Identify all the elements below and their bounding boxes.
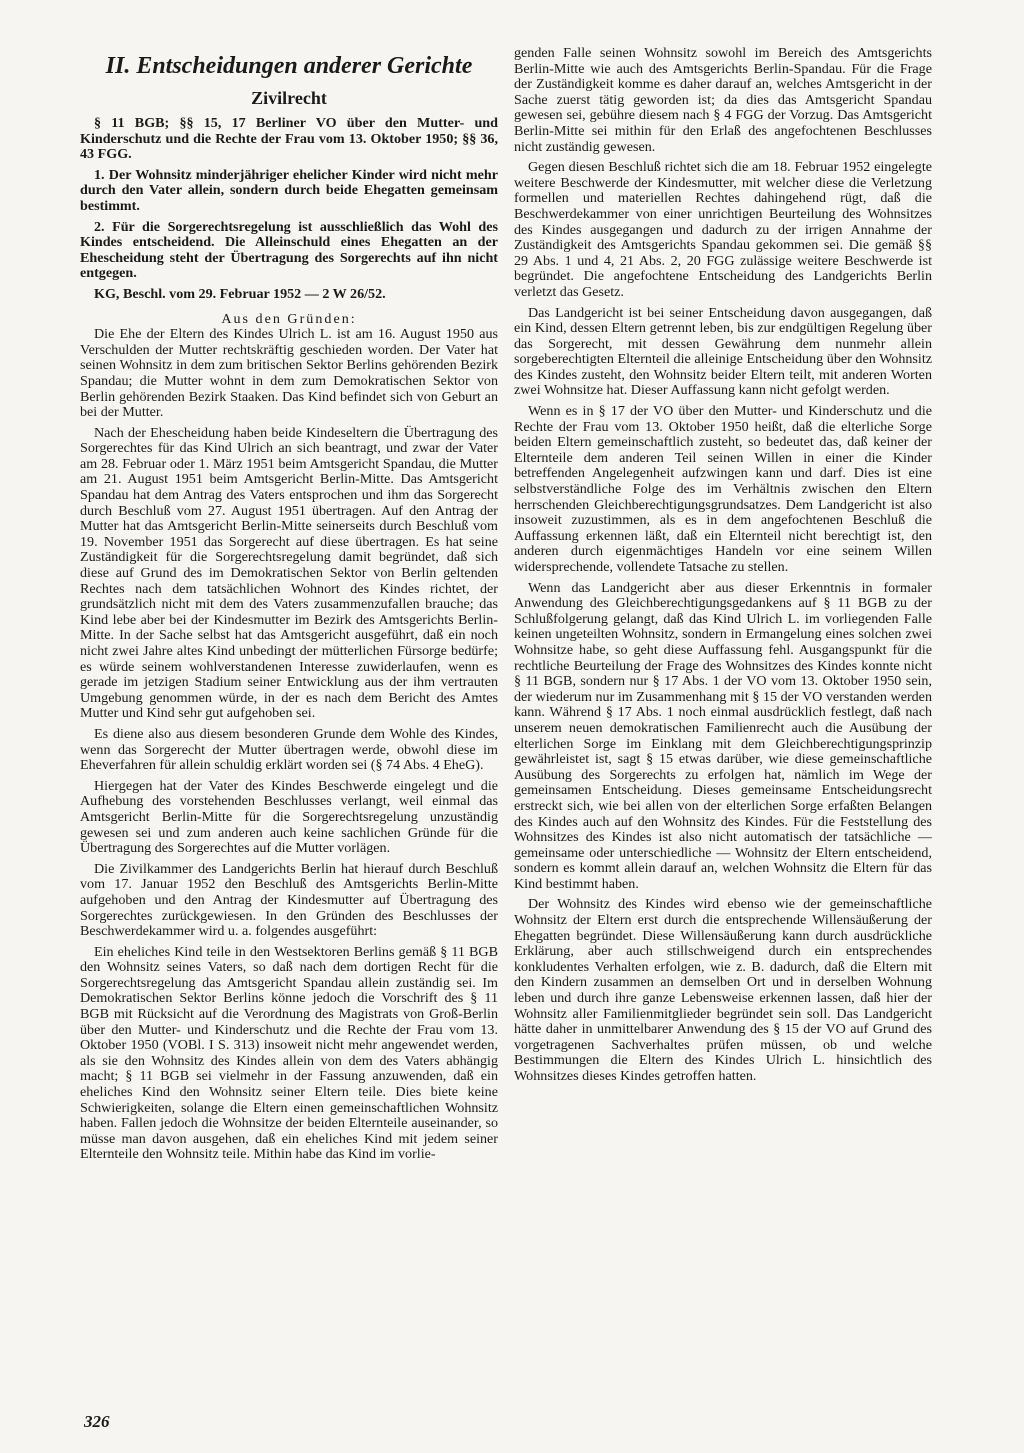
subsection-title: Zivilrecht xyxy=(251,88,327,108)
right-column xyxy=(514,46,932,1085)
left-paragraph: Es diene also aus diesem besonderen Grunde dem Wohle des Kindes, wenn das Sorgerecht der Mutter übertragen werde, obwohl diese im Eheverfahren für allein schuldig erklärt worden sei (§ 74 Abs. 4 EheG). xyxy=(80,725,498,774)
right-paragraph: Wenn es in § 17 der VO über den Mutter- und Kinderschutz und die Rechte der Frau vom 13. Oktober 1950 heißt, daß die elterliche Sorge beiden Eltern gemeinschaftlich zusteht, so bedeutet das, daß keiner der Elternteile dem anderen Teil seinen Willen in einer die Kinder betreffenden Angelegenheit aufzwingen kann und darf. Dies ist eine selbstverständliche Folge des im Verhältnis zwischen den Eltern herrschenden Gleichberechtigungsgrundsatzes. Dem Landgericht ist also insoweit zuzustimmen, als es in dem angefochtenen Beschluß die Auffassung erkennen läßt, daß ein Elternteil nicht berechtigt ist, den anderen durch eigenmächtiges Handeln vor eine seinem Willen widersprechende, vollendete Tatsache zu stellen. xyxy=(514,403,932,575)
right-paragraph: Der Wohnsitz des Kindes wird ebenso wie der gemeinschaftliche Wohnsitz der Eltern erst durch die entsprechende Willensäußerung der Ehegatten begründet. Diese Willensäußerung kann durch ausdrückliche Erklärung, aber auch stillschweigend durch ein entsprechendes konkludentes Verhalten erfolgen, wie z. B. dadurch, daß die Eltern mit den Kindern zusammen an demselben Ort und in derselben Wohnung leben und durch ihre ganze Lebensweise erkennen lassen, daß hier der Wohnsitz aller Familienmitglieder begründet sein soll. Das Landgericht hätte daher in unmittelbarer Anwendung des § 15 der VO auf Grund des vorgetragenen Sachverhaltes prüfen müssen, ob und welche Bestimmungen die Eltern des Kindes Ulrich L. hinsichtlich des Wohnsitzes dieses Kindes getroffen hatten. xyxy=(514,896,932,1084)
right-paragraph: Das Landgericht ist bei seiner Entscheidung davon ausgegangen, daß ein Kind, dessen Eltern getrennt leben, bis zur endgültigen Regelung über das Sorgerecht, mit dessen Gewährung dem nunmehr allein sorgeberechtigten Elternteil die alleinige Entscheidung über den Wohnsitz des Kindes zusteht, den Wohnsitz beider Eltern teilt, mit anderen Worten zwei Wohnsitze hat. Dieser Auffassung kann nicht gefolgt werden. xyxy=(514,304,932,399)
right-paragraph: Wenn das Landgericht aber aus dieser Erkenntnis in formaler Anwendung des Gleichberechtigungsgedankens auf § 11 BGB zu der Schlußfolgerung gelangt, daß das Kind Ulrich L. im vorliegenden Falle keinen ungeteilten Wohnsitz, sondern in Ermangelung eines solchen zwei Wohnsitze habe, so geht diese Auffassung fehl. Ausgangspunkt für die rechtliche Beurteilung der Frage des Wohnsitzes des Kindes konnte nicht § 11 BGB, sondern nur § 17 Abs. 1 der VO vom 13. Oktober 1950 sein, der wiederum nur im Zusammenhang mit § 15 der VO verstanden werden kann. Während § 17 Abs. 1 noch einmal ausdrücklich festlegt, daß nach unserem neuen demokratischen Familienrecht auch die Ausübung der elterlichen Sorge im Einklang mit dem Gleichberechtigungsprinzip gewährleistet ist, sagt § 15 etwas darüber, wie diese gemeinschaftliche Ausübung des Sorgerechts zu erfolgen hat, nämlich im Wege der gemeinsamen Entscheidung. Dieses gemeinsame Entscheidungsrecht erstreckt sich, wie bei allen von der elterlichen Sorge erfaßten Belangen des Kindes auch auf den Wohnsitz des Kindes. Für die Feststellung des Wohnsitzes des Kindes ist also nicht automatisch der tatsächliche — gemeinsame oder unterschiedliche — Wohnsitz der Eltern entscheidend, sondern es kommt allein darauf an, welchen Wohnsitz die Eltern für das Kind bestimmt haben. xyxy=(514,579,932,892)
left-paragraph: Hiergegen hat der Vater des Kindes Beschwerde eingelegt und die Aufhebung des vorstehenden Beschlusses verlangt, weil einmal das Amtsgericht Berlin-Mitte für die Sorgerechtsregelung unzuständig gewesen sei und zum anderen auch keine sachlichen Gründe für die Übertragung des Sorgerechtes auf die Mutter vorlägen. xyxy=(80,777,498,857)
left-paragraph: Ein eheliches Kind teile in den Westsektoren Berlins gemäß § 11 BGB den Wohnsitz seines Vaters, so daß nach dem dortigen Recht für die Sorgerechtsregelung das Amtsgericht Spandau allein zuständig sei. Im Demokratischen Sektor Berlins könne jedoch die Vorschrift des § 11 BGB mit Rücksicht auf die Verordnung des Magistrats von Groß-Berlin über den Mutter- und Kinderschutz und die Rechte der Frau vom 13. Oktober 1950 (VOBl. I S. 313) insoweit nicht mehr angewendet werden, als sie den Wohnsitz des Kindes allein von dem des Vaters abhängig macht; § 11 BGB sei vielmehr in der Fassung anzuwenden, daß ein eheliches Kind den Wohnsitz seiner Eltern teile. Dies biete keine Schwierigkeiten, solange die Eltern einen gemeinschaftlichen Wohnsitz haben. Fallen jedoch die Wohnsitze der beiden Elternteile auseinander, so müsse man davon ausgehen, daß ein eheliches Kind mit jedem seiner Elternteile den Wohnsitz teile. Mithin habe das Kind im vorlie- xyxy=(80,943,498,1163)
left-paragraph: Die Ehe der Eltern des Kindes Ulrich L. ist am 16. August 1950 aus Verschulden der Mutter rechtskräftig geschieden worden. Der Vater hat seinen Wohnsitz in dem zum britischen Sektor Berlins gehörenden Bezirk Spandau; die Mutter wohnt in dem zum Demokratischen Sektor von Berlin gehörenden Bezirk Staaken. Das Kind befindet sich von Geburt an bei der Mutter. xyxy=(80,326,498,421)
right-paragraph: genden Falle seinen Wohnsitz sowohl im Bereich des Amtsgerichts Berlin-Mitte wie auch des Amtsgerichts Berlin-Spandau. Für die Frage der Zuständigkeit komme es daher darauf an, welches Amtsgericht in der Sache zuerst tätig geworden ist; da dies das Amtsgericht Spandau gewesen sei, gebühre diesem nach § 4 FGG der Vorzug. Das Amtsgericht Berlin-Mitte sei mithin für den Erlaß des angefochtenen Beschlusses nicht zuständig gewesen. xyxy=(514,45,932,155)
headnote-principle-1: 1. Der Wohnsitz minderjähriger ehelicher Kinder wird nicht mehr durch den Vater allein, sondern durch beide Ehegatten gemeinsam bestimmt. xyxy=(80,166,498,214)
section-title: II. Entscheidungen anderer Gerichte xyxy=(105,53,473,79)
left-paragraph: Die Zivilkammer des Landgerichts Berlin hat hierauf durch Beschluß vom 17. Januar 1952 den Beschluß des Amtsgerichts Berlin-Mitte aufgehoben und den Antrag der Kindesmutter auf Übertragung des Sorgerechtes zurückgewiesen. In den Gründen des Beschlusses der Beschwerdekammer wird u. a. folgendes ausgeführt: xyxy=(80,860,498,940)
headnote-principle-2: 2. Für die Sorgerechtsregelung ist ausschließlich das Wohl des Kindes entscheidend. Die Alleinschuld eines Ehegatten an der Ehescheidung steht der Übertragung des Sorgerechts auf ihn nicht entgegen. xyxy=(80,218,498,282)
reasons-heading: Aus den Gründen: xyxy=(221,310,357,327)
left-paragraph: Nach der Ehescheidung haben beide Kindeseltern die Übertragung des Sorgerechtes für das Kind Ulrich an sich beantragt, und zwar der Vater am 28. Februar oder 1. März 1951 beim Amtsgericht Spandau, die Mutter am 21. August 1951 beim Amtsgericht Berlin-Mitte. Das Amtsgericht Spandau hat dem Antrag des Vaters entsprochen und ihm das Sorgerecht durch Beschluß vom 27. August 1951 übertragen. Auf den Antrag der Mutter hat das Amtsgericht Berlin-Mitte seinerseits durch Beschluß vom 19. November 1951 das Sorgerecht auf diese übertragen. Es hat seine Zuständigkeit für die Sorgerechtsregelung damit begründet, daß sich diese auf Grund des im Demokratischen Sektor von Berlin geltenden Rechtes nach dem tatsächlichen Wohnort des Kindes richtet, der grundsätzlich nicht mit dem des Vaters zusammenzufallen brauche; das Kind lebe aber bei der Kindesmutter im Bezirk des Amtsgerichts Berlin-Mitte. In der Sache selbst hat das Amtsgericht ausgeführt, daß ein noch nicht zwei Jahre altes Kind unbedingt der mütterlichen Fürsorge bedürfe; es würde seinem wohlverstandenen Interesse zuwiderlaufen, wenn es gerade im jetzigen Stadium seiner Entwicklung aus der ihm vertrauten Umgebung genommen würde, in der es nach dem Bericht des Amtes Mutter und Kind sehr gut aufgehoben sei. xyxy=(80,424,498,722)
right-paragraph: Gegen diesen Beschluß richtet sich die am 18. Februar 1952 eingelegte weitere Beschwerde der Kindesmutter, mit welcher diese die Verletzung formellen und materiellen Rechtes dahingehend rügt, daß die Beschwerdekammer von einer unrichtigen Beurteilung des Wohnsitzes des Kindes ausgegangen und dadurch zu der irrigen Annahme der Zuständigkeit des Amtsgerichts Spandau gekommen sei. Die gemäß §§ 29 Abs. 1 und 4, 21 Abs. 2, 20 FGG zulässige weitere Beschwerde ist begründet. Die angefochtene Entscheidung des Landgerichts Berlin verletzt das Gesetz. xyxy=(514,159,932,300)
left-column xyxy=(80,46,498,1163)
headnote-statutes: § 11 BGB; §§ 15, 17 Berliner VO über den Mutter- und Kinderschutz und die Rechte der Frau vom 13. Oktober 1950; §§ 36, 43 FGG. xyxy=(80,115,498,163)
headnote-citation: KG, Beschl. vom 29. Februar 1952 — 2 W 26/52. xyxy=(94,285,386,302)
page-number: 326 xyxy=(84,1412,110,1431)
